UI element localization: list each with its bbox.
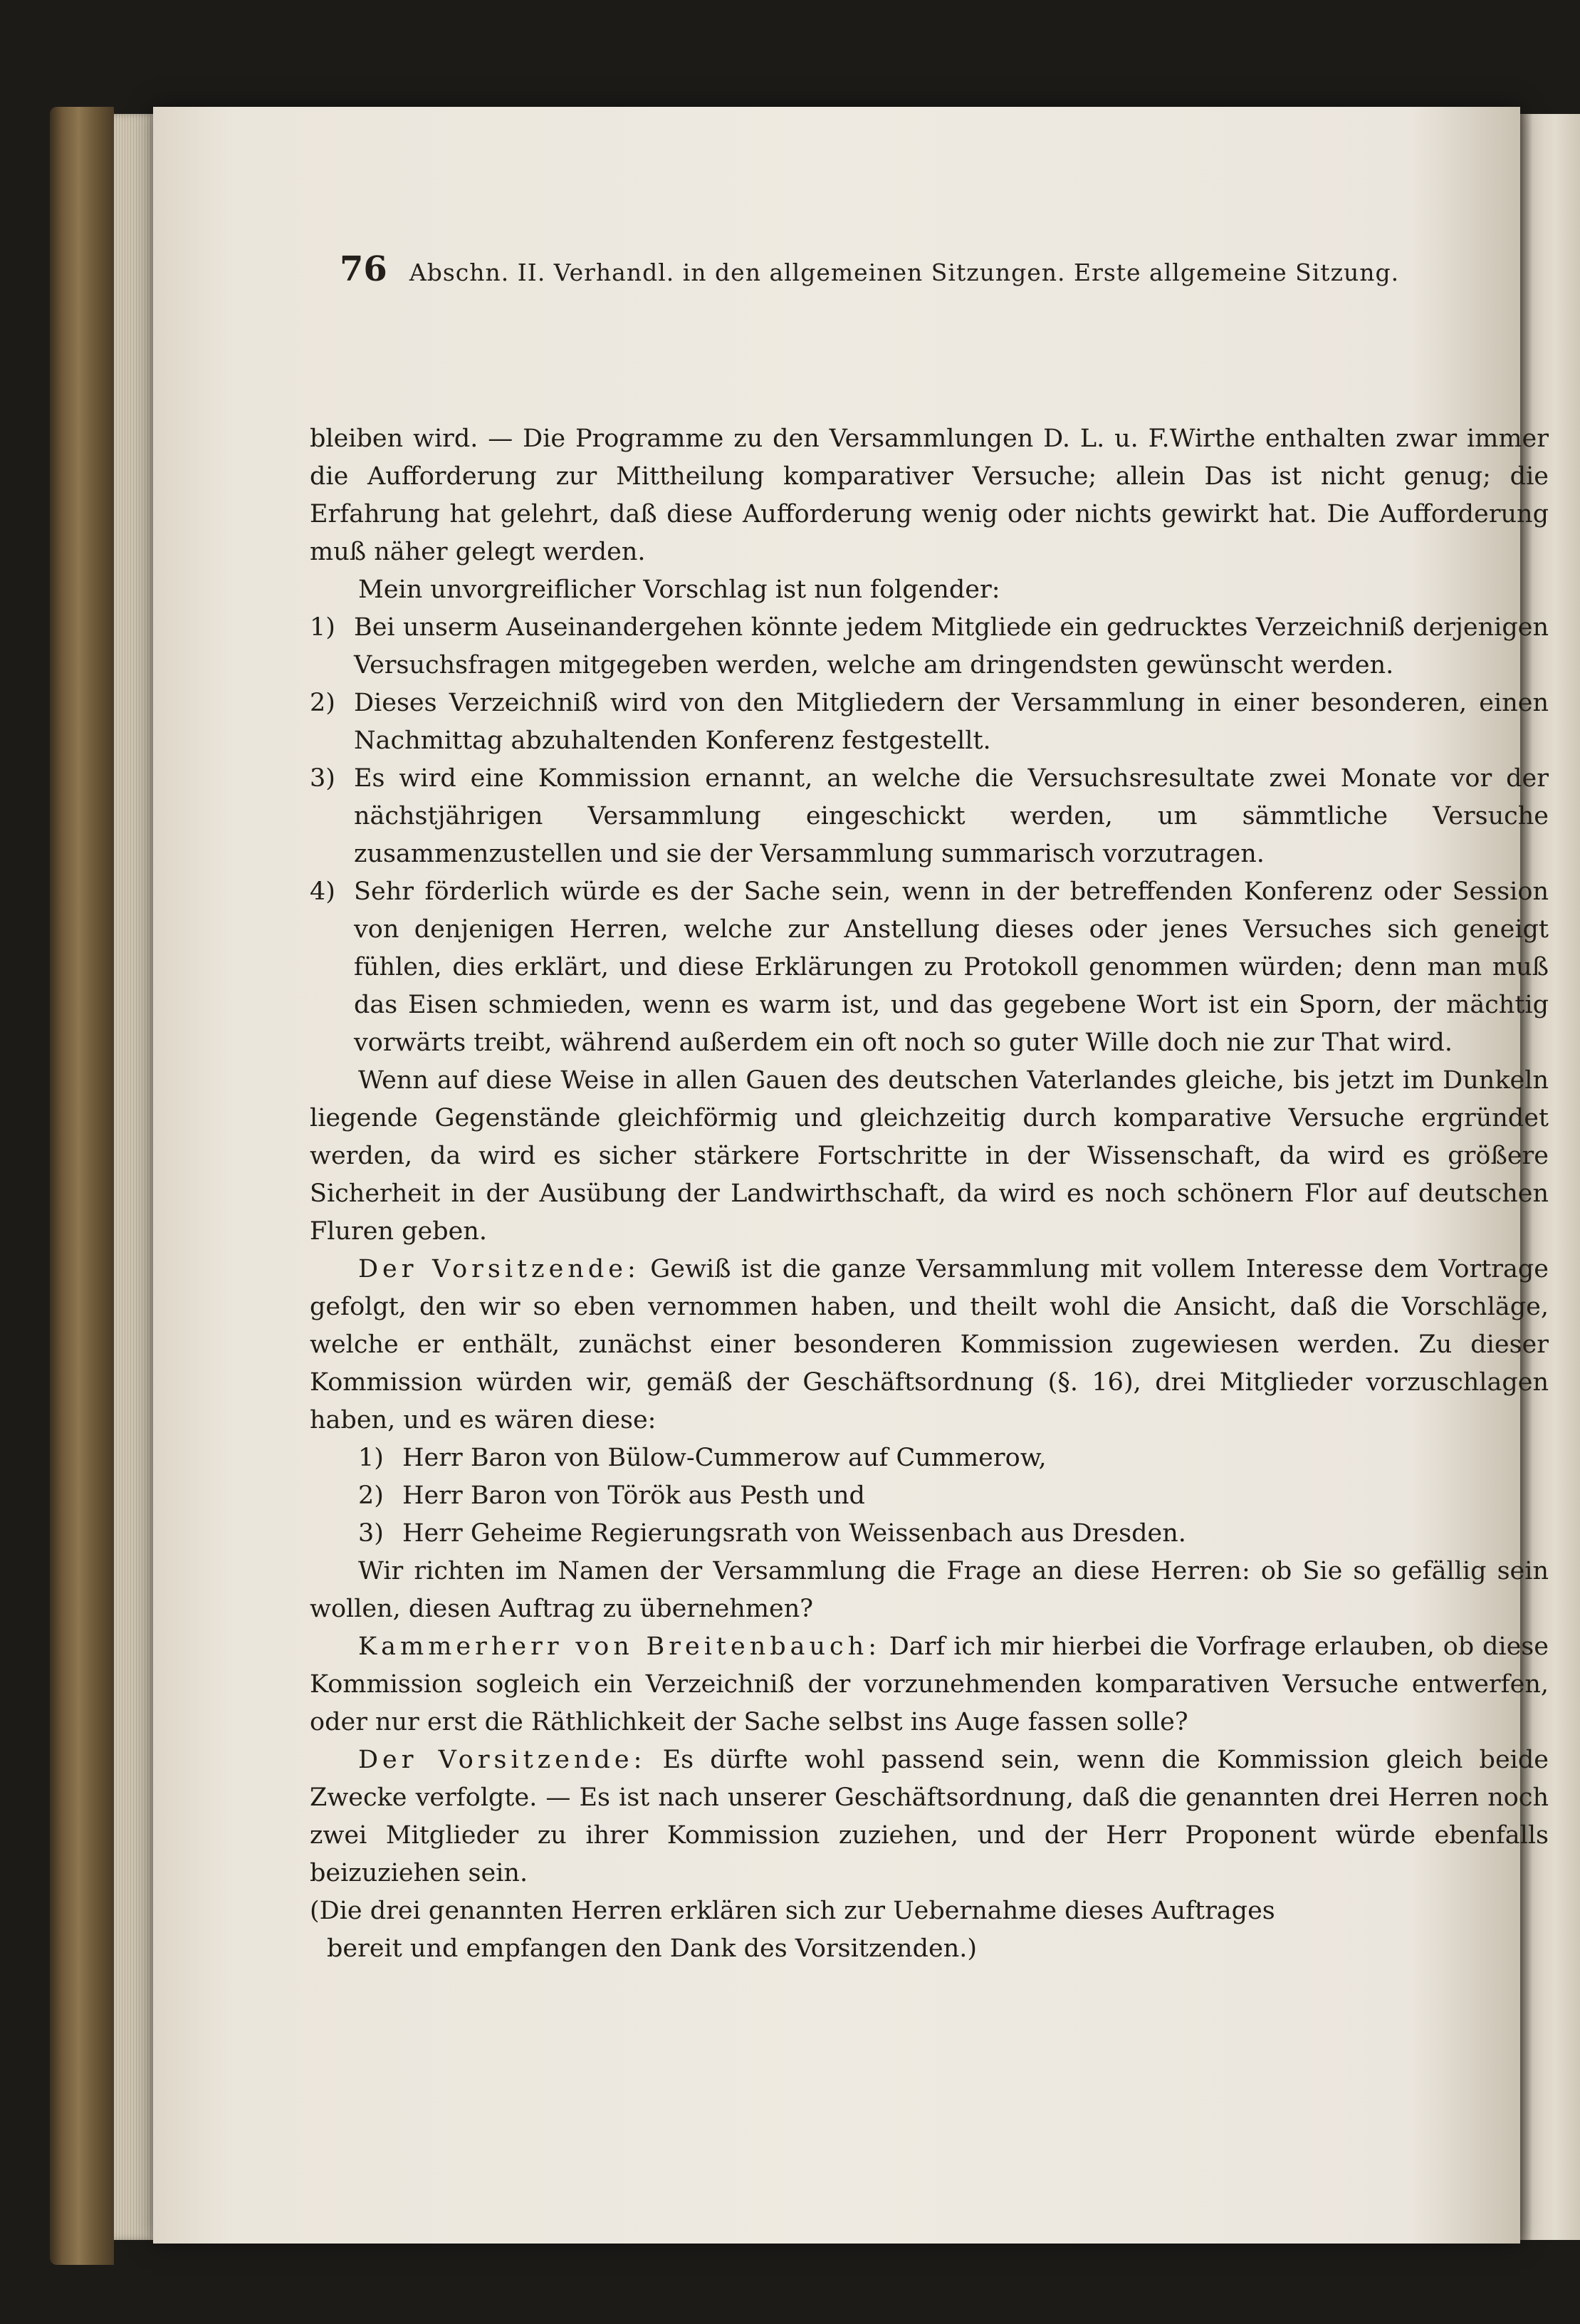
list-item <box>358 1515 1549 1553</box>
list-number: 2) <box>358 1481 384 1510</box>
list-item <box>358 1439 1549 1477</box>
paragraph: Wenn auf diese Weise in allen Gauen des deutschen Vaterlandes gleiche, bis jetzt im Dunkeln liegende Gegenstände gleichförmig und gleichzeitig durch komparative Versuche ergründet werden, da wird es sicher stärkere Fortschritte in der Wissenschaft, da wird es größere Sicherheit in der Ausübung der Landwirthschaft, da wird es noch schönern Flor auf deutschen Fluren geben. <box>310 1066 1549 1246</box>
paragraph <box>310 1628 1549 1741</box>
member-list <box>310 1439 1549 1553</box>
list-item <box>310 684 1549 760</box>
list-text: Es wird eine Kommission ernannt, an welche die Versuchsresultate zwei Monate vor der nächstjährigen Versammlung eingeschickt werden, um sämmtliche Versuche zusammenzustellen und sie der Versammlung summarisch vorzutragen. <box>354 764 1549 868</box>
paragraph: bleiben wird. — Die Programme zu den Versammlungen D. L. u. F.Wirthe enthalten zwar immer die Aufforderung zur Mittheilung komparativer Versuche; allein Das ist nicht genug; die Erfahrung hat gelehrt, daß diese Aufforderung wenig oder nichts gewirkt hat. Die Aufforderung muß näher gelegt werden. <box>310 424 1549 566</box>
speaker-name: Der Vorsitzende: <box>358 1255 640 1283</box>
book-cover-edge <box>50 107 114 2265</box>
paragraph: Wir richten im Namen der Versammlung die Frage an diese Herren: ob Sie so gefällig sein wollen, diesen Auftrag zu übernehmen? <box>310 1557 1549 1623</box>
list-text: Dieses Verzeichniß wird von den Mitgliedern der Versammlung in einer besonderen, einen Nachmittag abzuhaltenden Konferenz festgestellt. <box>354 689 1549 755</box>
closing-note <box>310 1892 1549 1968</box>
page-stack-edge <box>114 114 157 2240</box>
speaker-name: Der Vorsitzende: <box>358 1746 647 1774</box>
list-text: Herr Baron von Török aus Pesth und <box>402 1481 865 1510</box>
speech-text: Gewiß ist die ganze Versammlung mit vollem Interesse dem Vortrage gefolgt, den wir so eben vernommen haben, und theilt wohl die Ansicht, daß die Vorschläge, welche er enthält, zunächst einer besonderen Kommission zugewiesen werden. Zu dieser Kommission würden wir, gemäß der Geschäftsordnung (§. 16), drei Mitglieder vorzuschlagen haben, und es wären diese: <box>310 1255 1549 1434</box>
running-head: Abschn. II. Verhandl. in den allgemeinen Sitzungen. Erste allgemeine Sitzung. <box>409 259 1400 286</box>
paragraph: Mein unvorgreiflicher Vorschlag ist nun folgender: <box>358 575 1000 604</box>
list-text: Bei unserm Auseinandergehen könnte jedem Mitgliede ein gedrucktes Verzeichniß derjenigen Versuchsfragen mitgegeben werden, welche am dringendsten gewünscht werden. <box>354 613 1549 679</box>
list-text: Sehr förderlich würde es der Sache sein, wenn in der betreffenden Konferenz oder Session von denjenigen Herren, welche zur Anstellung dieses oder jenes Versuches sich geneigt fühlen, dies erklärt, und diese Erklärungen zu Protokoll genommen würden; denn man muß das Eisen schmieden, wenn es warm ist, und das gegebene Wort ist ein Sporn, der mächtig vorwärts treibt, während außerdem ein oft noch so guter Wille doch nie zur That wird. <box>354 877 1549 1057</box>
speaker-name: Kammerherr von Breitenbauch: <box>358 1632 881 1661</box>
speech-text: Darf ich mir hierbei die Vorfrage erlauben, ob diese Kommission sogleich ein Verzeichniß der vorzunehmenden komparativen Versuche entwerfen, oder nur erst die Räthlichkeit der Sache selbst ins Auge fassen solle? <box>310 1632 1549 1736</box>
list-item <box>310 873 1549 1062</box>
speech-text: Es dürfte wohl passend sein, wenn die Kommission gleich beide Zwecke verfolgte. — Es ist nach unserer Geschäftsordnung, daß die genannten drei Herren noch zwei Mitglieder zu ihrer Kommission zuziehen, und der Herr Proponent würde ebenfalls beizuziehen sein. <box>310 1746 1549 1887</box>
closing-line-1: (Die drei genannten Herren erklären sich zur Uebernahme dieses Auftrages <box>310 1897 1275 1925</box>
list-text: Herr Geheime Regierungsrath von Weissenbach aus Dresden. <box>402 1519 1186 1548</box>
closing-line-2: bereit und empfangen den Dank des Vorsitzenden.) <box>327 1934 978 1963</box>
list-number: 4) <box>310 877 335 906</box>
list-number: 1) <box>358 1444 384 1472</box>
list-number: 1) <box>310 613 335 642</box>
page-number: 76 <box>340 249 387 289</box>
list-item <box>310 609 1549 684</box>
body-text <box>310 420 1549 1968</box>
list-item <box>310 760 1549 873</box>
list-number: 3) <box>358 1519 384 1548</box>
list-item <box>358 1477 1549 1515</box>
paragraph <box>310 1251 1549 1439</box>
page-header <box>340 249 1479 289</box>
list-number: 2) <box>310 689 335 717</box>
list-number: 3) <box>310 764 335 793</box>
paragraph <box>310 1741 1549 1892</box>
book-page <box>153 107 1549 2244</box>
list-text: Herr Baron von Bülow-Cummerow auf Cummerow, <box>402 1444 1047 1472</box>
